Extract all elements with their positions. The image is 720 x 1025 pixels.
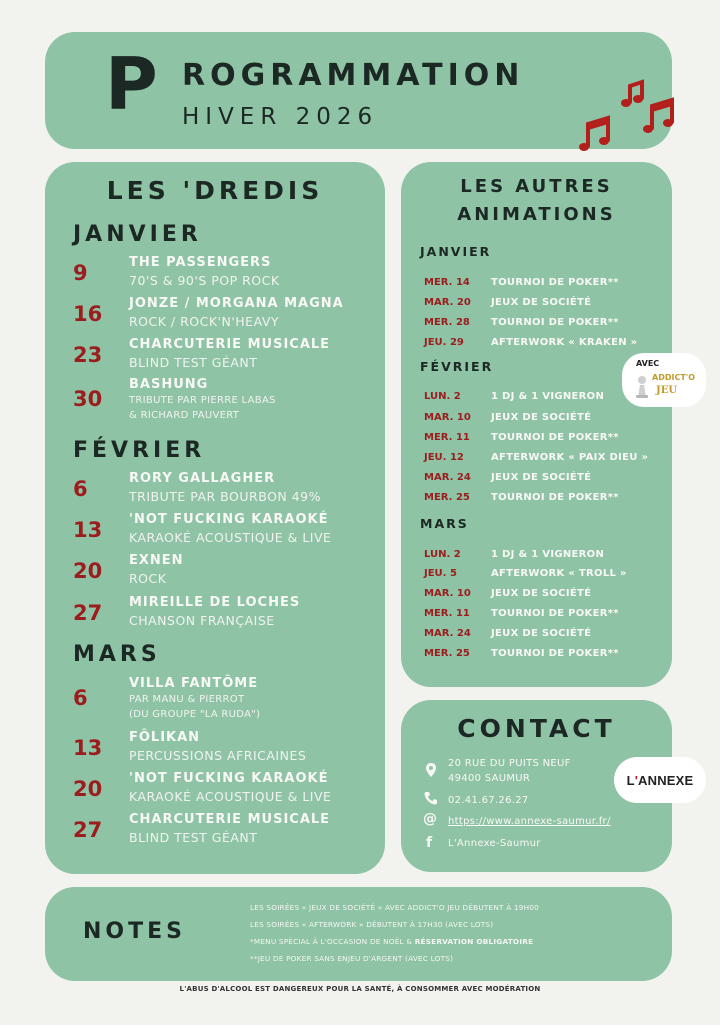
lannexe-logo	[614, 757, 706, 803]
animation-row	[424, 310, 619, 329]
animation-text: TOURNOI DE POKER**	[491, 432, 619, 443]
event-desc: BLIND TEST GÉANT	[129, 355, 258, 370]
animation-row	[424, 641, 619, 660]
animation-text: 1 DJ & 1 VIGNERON	[491, 549, 605, 560]
event-desc: CHANSON FRANÇAISE	[129, 613, 275, 628]
event-desc: TRIBUTE PAR BOURBON 49%	[129, 489, 322, 504]
title-initial: P	[105, 42, 158, 126]
month-heading-janvier: JANVIER	[73, 222, 202, 247]
animation-date: MER. 28	[424, 317, 470, 328]
animation-text: AFTERWORK « PAIX DIEU »	[491, 452, 649, 463]
animation-date: MAR. 10	[424, 412, 471, 423]
animation-row	[424, 270, 619, 289]
phone-icon	[423, 790, 439, 806]
address-line2: 49400 SAUMUR	[448, 773, 531, 784]
note-line-3-bold: RÉSERVATION OBLIGATOIRE	[414, 937, 534, 946]
note-line-3	[250, 937, 533, 946]
addicto-jeu-badge	[622, 353, 706, 407]
event-desc: PAR MANU & PIERROT	[129, 694, 245, 705]
animation-date: JEU. 29	[424, 337, 464, 348]
animation-text: 1 DJ & 1 VIGNERON	[491, 391, 605, 402]
note-line-3-text: *MENU SPÉCIAL À L'OCCASION DE NOËL &	[250, 937, 415, 946]
animation-text: JEUX DE SOCIÉTÉ	[491, 628, 592, 639]
animation-text: AFTERWORK « TROLL »	[491, 568, 627, 579]
animation-text: JEUX DE SOCIÉTÉ	[491, 588, 592, 599]
event-name: 'NOT FUCKING KARAOKÉ	[129, 512, 329, 527]
event-day: 20	[73, 559, 103, 583]
event-name: BASHUNG	[129, 377, 209, 392]
animation-row	[424, 425, 619, 444]
animation-date: MAR. 24	[424, 628, 471, 639]
address-line1: 20 RUE DU PUITS NEUF	[448, 758, 571, 769]
logo-apostrophe: '	[634, 772, 639, 788]
event-desc-line2: & RICHARD PAUVERT	[129, 410, 240, 421]
animation-date: MAR. 10	[424, 588, 471, 599]
animation-date: JEU. 12	[424, 452, 464, 463]
event-name: RORY GALLAGHER	[129, 471, 276, 486]
animation-row	[424, 445, 648, 464]
event-day: 27	[73, 601, 103, 625]
logo-letter-l: L	[626, 772, 635, 788]
animation-date: MAR. 20	[424, 297, 471, 308]
month-heading-mars: MARS	[73, 642, 161, 667]
event-name: CHARCUTERIE MUSICALE	[129, 337, 331, 352]
animation-date: MER. 11	[424, 608, 470, 619]
notes-title: NOTES	[83, 919, 186, 944]
animation-row	[424, 405, 591, 424]
alcohol-disclaimer: L'ABUS D'ALCOOL EST DANGEREUX POUR LA SANTÉ, À CONSOMMER AVEC MODÉRATION	[179, 985, 541, 993]
event-name: EXNEN	[129, 553, 184, 568]
animation-date: MER. 14	[424, 277, 470, 288]
animation-text: JEUX DE SOCIÉTÉ	[491, 472, 592, 483]
page-title: ROGRAMMATION	[182, 58, 525, 93]
dredis-title: LES 'DREDIS	[106, 176, 324, 205]
animation-date: MER. 25	[424, 648, 470, 659]
event-desc: PERCUSSIONS AFRICAINES	[129, 748, 307, 763]
event-desc: KARAOKÉ ACOUSTIQUE & LIVE	[129, 789, 332, 804]
facebook-page[interactable]: L'Annexe-Saumur	[448, 838, 541, 849]
animation-row	[424, 485, 619, 504]
event-day: 23	[73, 343, 103, 367]
animation-text: JEUX DE SOCIÉTÉ	[491, 297, 592, 308]
logo-annexe-text: ANNEXE	[638, 772, 694, 788]
animation-row	[424, 290, 591, 309]
autres-month-janvier: JANVIER	[420, 244, 492, 259]
event-desc: 70'S & 90'S POP ROCK	[129, 273, 280, 288]
animation-text: TOURNOI DE POKER**	[491, 277, 619, 288]
animation-text: JEUX DE SOCIÉTÉ	[491, 412, 592, 423]
badge-logo-line2: JEU	[656, 385, 678, 396]
animation-text: TOURNOI DE POKER**	[491, 492, 619, 503]
autres-title-line1: LES AUTRES	[460, 176, 613, 197]
location-pin-icon	[423, 762, 439, 778]
event-name: MIREILLE DE LOCHES	[129, 595, 301, 610]
animation-row	[424, 581, 591, 600]
note-line-2: LES SOIRÉES « AFTERWORK » DÉBUTENT À 17H30 (AVEC LOTS)	[250, 920, 494, 929]
website-link[interactable]: https://www.annexe-saumur.fr/	[448, 816, 611, 827]
dredis-panel	[45, 162, 385, 874]
animation-row	[424, 621, 591, 640]
event-desc: BLIND TEST GÉANT	[129, 830, 258, 845]
event-name: FÔLIKAN	[129, 730, 201, 745]
music-notes-icon	[578, 78, 688, 158]
note-line-1: LES SOIRÉES « JEUX DE SOCIÉTÉ » AVEC ADDICT'O JEU DÉBUTENT À 19H00	[250, 903, 539, 912]
event-name: JONZE / MORGANA MAGNA	[129, 296, 344, 311]
autres-title-line2: ANIMATIONS	[457, 204, 616, 225]
phone-number[interactable]: 02.41.67.26.27	[448, 795, 529, 806]
animation-text: AFTERWORK « KRAKEN »	[491, 337, 638, 348]
animation-date: MER. 11	[424, 432, 470, 443]
event-day: 13	[73, 736, 103, 760]
autres-month-mars: MARS	[420, 516, 469, 531]
event-day: 16	[73, 302, 103, 326]
event-day: 13	[73, 518, 103, 542]
note-line-4: **JEU DE POKER SANS ENJEU D'ARGENT (AVEC LOTS)	[250, 954, 454, 963]
notes-panel	[45, 887, 672, 981]
animation-date: LUN. 2	[424, 391, 461, 402]
autres-month-fevrier: FÉVRIER	[420, 359, 494, 374]
pawn-icon	[634, 375, 650, 399]
event-desc-line2: (DU GROUPE "LA RUDA")	[129, 709, 261, 720]
animation-row	[424, 384, 604, 403]
animation-text: TOURNOI DE POKER**	[491, 608, 619, 619]
animation-row	[424, 330, 637, 349]
event-day: 6	[73, 477, 88, 501]
animation-row	[424, 542, 604, 561]
animation-text: TOURNOI DE POKER**	[491, 317, 619, 328]
event-day: 20	[73, 777, 103, 801]
contact-title: CONTACT	[457, 714, 616, 743]
event-desc: TRIBUTE PAR PIERRE LABAS	[129, 395, 276, 406]
animation-row	[424, 601, 619, 620]
at-sign-icon: @	[423, 811, 437, 827]
facebook-icon: f	[426, 835, 433, 851]
event-name: 'NOT FUCKING KARAOKÉ	[129, 771, 329, 786]
event-day: 27	[73, 818, 103, 842]
event-name: CHARCUTERIE MUSICALE	[129, 812, 331, 827]
event-day: 9	[73, 261, 88, 285]
animation-row	[424, 561, 627, 580]
animation-date: MAR. 24	[424, 472, 471, 483]
event-name: THE PASSENGERS	[129, 255, 272, 270]
event-desc: ROCK	[129, 571, 167, 586]
badge-logo-line1: ADDICT'O	[652, 373, 696, 382]
animation-text: TOURNOI DE POKER**	[491, 648, 619, 659]
autres-animations-panel	[401, 162, 672, 687]
event-desc: KARAOKÉ ACOUSTIQUE & LIVE	[129, 530, 332, 545]
event-day: 6	[73, 686, 88, 710]
animation-date: LUN. 2	[424, 549, 461, 560]
badge-avec-label: AVEC	[636, 359, 660, 368]
event-day: 30	[73, 387, 103, 411]
event-name: VILLA FANTÔME	[129, 676, 259, 691]
page-subtitle: HIVER 2026	[182, 104, 379, 130]
animation-row	[424, 465, 591, 484]
animation-date: MER. 25	[424, 492, 470, 503]
event-desc: ROCK / ROCK'N'HEAVY	[129, 314, 280, 329]
month-heading-fevrier: FÉVRIER	[73, 438, 206, 463]
animation-date: JEU. 5	[424, 568, 457, 579]
